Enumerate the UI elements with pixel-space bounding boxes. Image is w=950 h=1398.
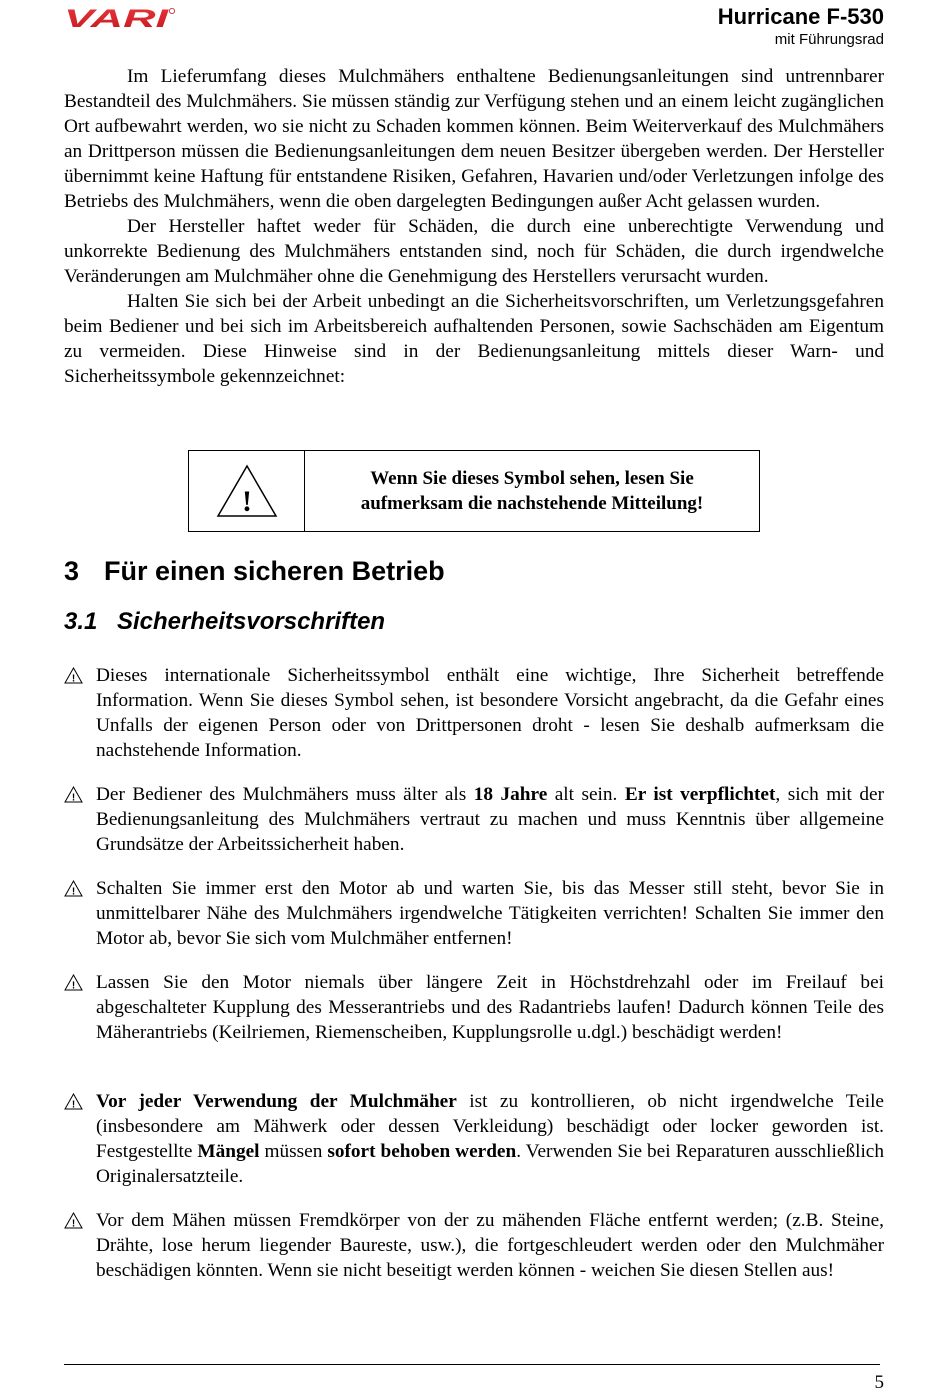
svg-text:!: !	[71, 980, 76, 991]
warning-symbol-cell	[189, 451, 305, 531]
safety-item	[64, 1089, 884, 1189]
safety-item	[64, 1208, 884, 1283]
svg-text:!: !	[71, 1218, 76, 1229]
subsection-title: Sicherheitsvorschriften	[117, 608, 386, 635]
page-number: 5	[874, 1372, 884, 1393]
safety-item	[64, 782, 884, 857]
safety-item-text: Der Bediener des Mulchmähers muss älter als 18 Jahre alt sein. Er ist verpflichtet, sich mit der Bedienungsanleitung des Mulchmähers vertraut zu machen und muss Kenntnis über allgemeine Grundsätze der Arbeitssicherheit haben.	[96, 784, 884, 855]
document-title: Hurricane F-530	[717, 4, 884, 29]
svg-text:!: !	[71, 792, 76, 803]
section-heading	[64, 553, 445, 589]
warning-triangle-icon	[64, 974, 83, 991]
section-title: Für einen sicheren Betrieb	[104, 556, 445, 586]
intro-paragraph: Halten Sie sich bei der Arbeit unbedingt an die Sicherheitsvorschriften, um Verletzungsgefahren beim Bediener und bei sich im Arbeitsbereich aufhaltenden Personen, sowie Sachschäden am Eigentum zu vermeiden. Diese Hinweise sind in der Bedienungsanleitung mittels dieser Warn- und Sicherheitssymbole gekennzeichnet:	[64, 291, 884, 387]
warning-triangle-icon	[64, 1093, 83, 1110]
section-number: 3	[64, 556, 80, 586]
document-subtitle: mit Führungsrad	[774, 31, 884, 48]
vari-logo	[64, 6, 176, 30]
warning-triangle-icon	[64, 1212, 83, 1229]
warning-triangle-icon	[64, 667, 83, 684]
svg-text:!: !	[71, 1099, 76, 1110]
subsection-number: 3.1	[64, 608, 98, 635]
intro-text	[64, 64, 884, 389]
svg-text:VARI: VARI	[64, 6, 170, 30]
svg-text:!: !	[71, 673, 76, 684]
safety-item-text: Vor jeder Verwendung der Mulchmäher ist zu kontrollieren, ob nicht irgendwelche Teile (insbesondere am Mähwerk oder dessen Verkleidung) beschädigt oder locker geworden ist. Festgestellte Mängel müssen sofort behoben werden. Verwenden Sie bei Reparaturen ausschließlich Originalersatzteile.	[96, 1091, 885, 1187]
safety-item-text: Schalten Sie immer erst den Motor ab und warten Sie, bis das Messer still steht, bevor Sie in unmittelbarer Nähe des Mulchmähers irgendwelche Tätigkeiten verrichten! Schalten Sie immer den Motor ab, bevor Sie sich vom Mulchmäher entfernen!	[96, 878, 884, 949]
footer-rule	[64, 1364, 880, 1365]
warning-message	[305, 451, 759, 531]
safety-item-text: Vor dem Mähen müssen Fremdkörper von der zu mähenden Fläche entfernt werden; (z.B. Steine, Drähte, lose herum liegender Baureste, usw.), die fortgeschleudert werden oder den Mulchmäher beschädigen könnten. Wenn sie nicht beseitigt werden können - weichen Sie diesen Stellen aus!	[96, 1210, 884, 1281]
warning-notice-box	[188, 450, 760, 532]
intro-paragraph: Im Lieferumfang dieses Mulchmähers enthaltene Bedienungsanleitungen sind untrennbarer Bestandteil des Mulchmähers. Sie müssen ständig zur Verfügung stehen und an einem leicht zugänglichen Ort aufbewahrt werden, wo sie nicht zu Schaden kommen können. Beim Weiterverkauf des Mulchmähers an Drittperson müssen die Bedienungsanleitungen dem neuen Besitzer übergeben werden. Der Hersteller übernimmt keine Haftung für entstandene Risiken, Gefahren, Havarien und/oder Verletzungen infolge des Betriebs des Mulchmähers, wenn die oben dargelegten Bedingungen außer Acht gelassen wurden.	[64, 66, 884, 212]
warning-triangle-icon	[64, 880, 83, 897]
safety-item	[64, 663, 884, 763]
safety-item-text: Lassen Sie den Motor niemals über längere Zeit in Höchstdrehzahl oder im Freilauf bei abgeschalteter Kupplung des Messerantriebs und des Radantriebs laufen! Dadurch können Teile des Mäherantriebs (Keilriemen, Riemenscheiben, Kupplungsrolle u.dgl.) beschädigt werden!	[96, 972, 884, 1043]
intro-paragraph: Der Hersteller haftet weder für Schäden, die durch eine unberechtigte Verwendung und unkorrekte Bedienung des Mulchmähers entstanden sind, noch für Schäden, die durch irgendwelche Veränderungen am Mulchmäher ohne die Genehmigung des Herstellers verursacht wurden.	[64, 216, 884, 287]
warning-triangle-icon	[215, 463, 279, 519]
warning-triangle-icon	[64, 786, 83, 803]
safety-item-text: Dieses internationale Sicherheitssymbol enthält eine wichtige, Ihre Sicherheit betreffende Information. Wenn Sie dieses Symbol sehen, ist besondere Vorsicht angebracht, da die Gefahr eines Unfalls der eigenen Person oder von Drittpersonen droht - lesen Sie deshalb aufmerksam die nachstehende Information.	[96, 665, 884, 761]
warning-message-line2: aufmerksam die nachstehende Mitteilung!	[360, 493, 704, 514]
svg-text:!: !	[71, 886, 76, 897]
warning-message-line1: Wenn Sie dieses Symbol sehen, lesen Sie	[370, 468, 694, 489]
safety-item	[64, 876, 884, 951]
subsection-heading	[64, 606, 385, 638]
svg-text:!: !	[241, 485, 252, 518]
safety-item	[64, 970, 884, 1045]
